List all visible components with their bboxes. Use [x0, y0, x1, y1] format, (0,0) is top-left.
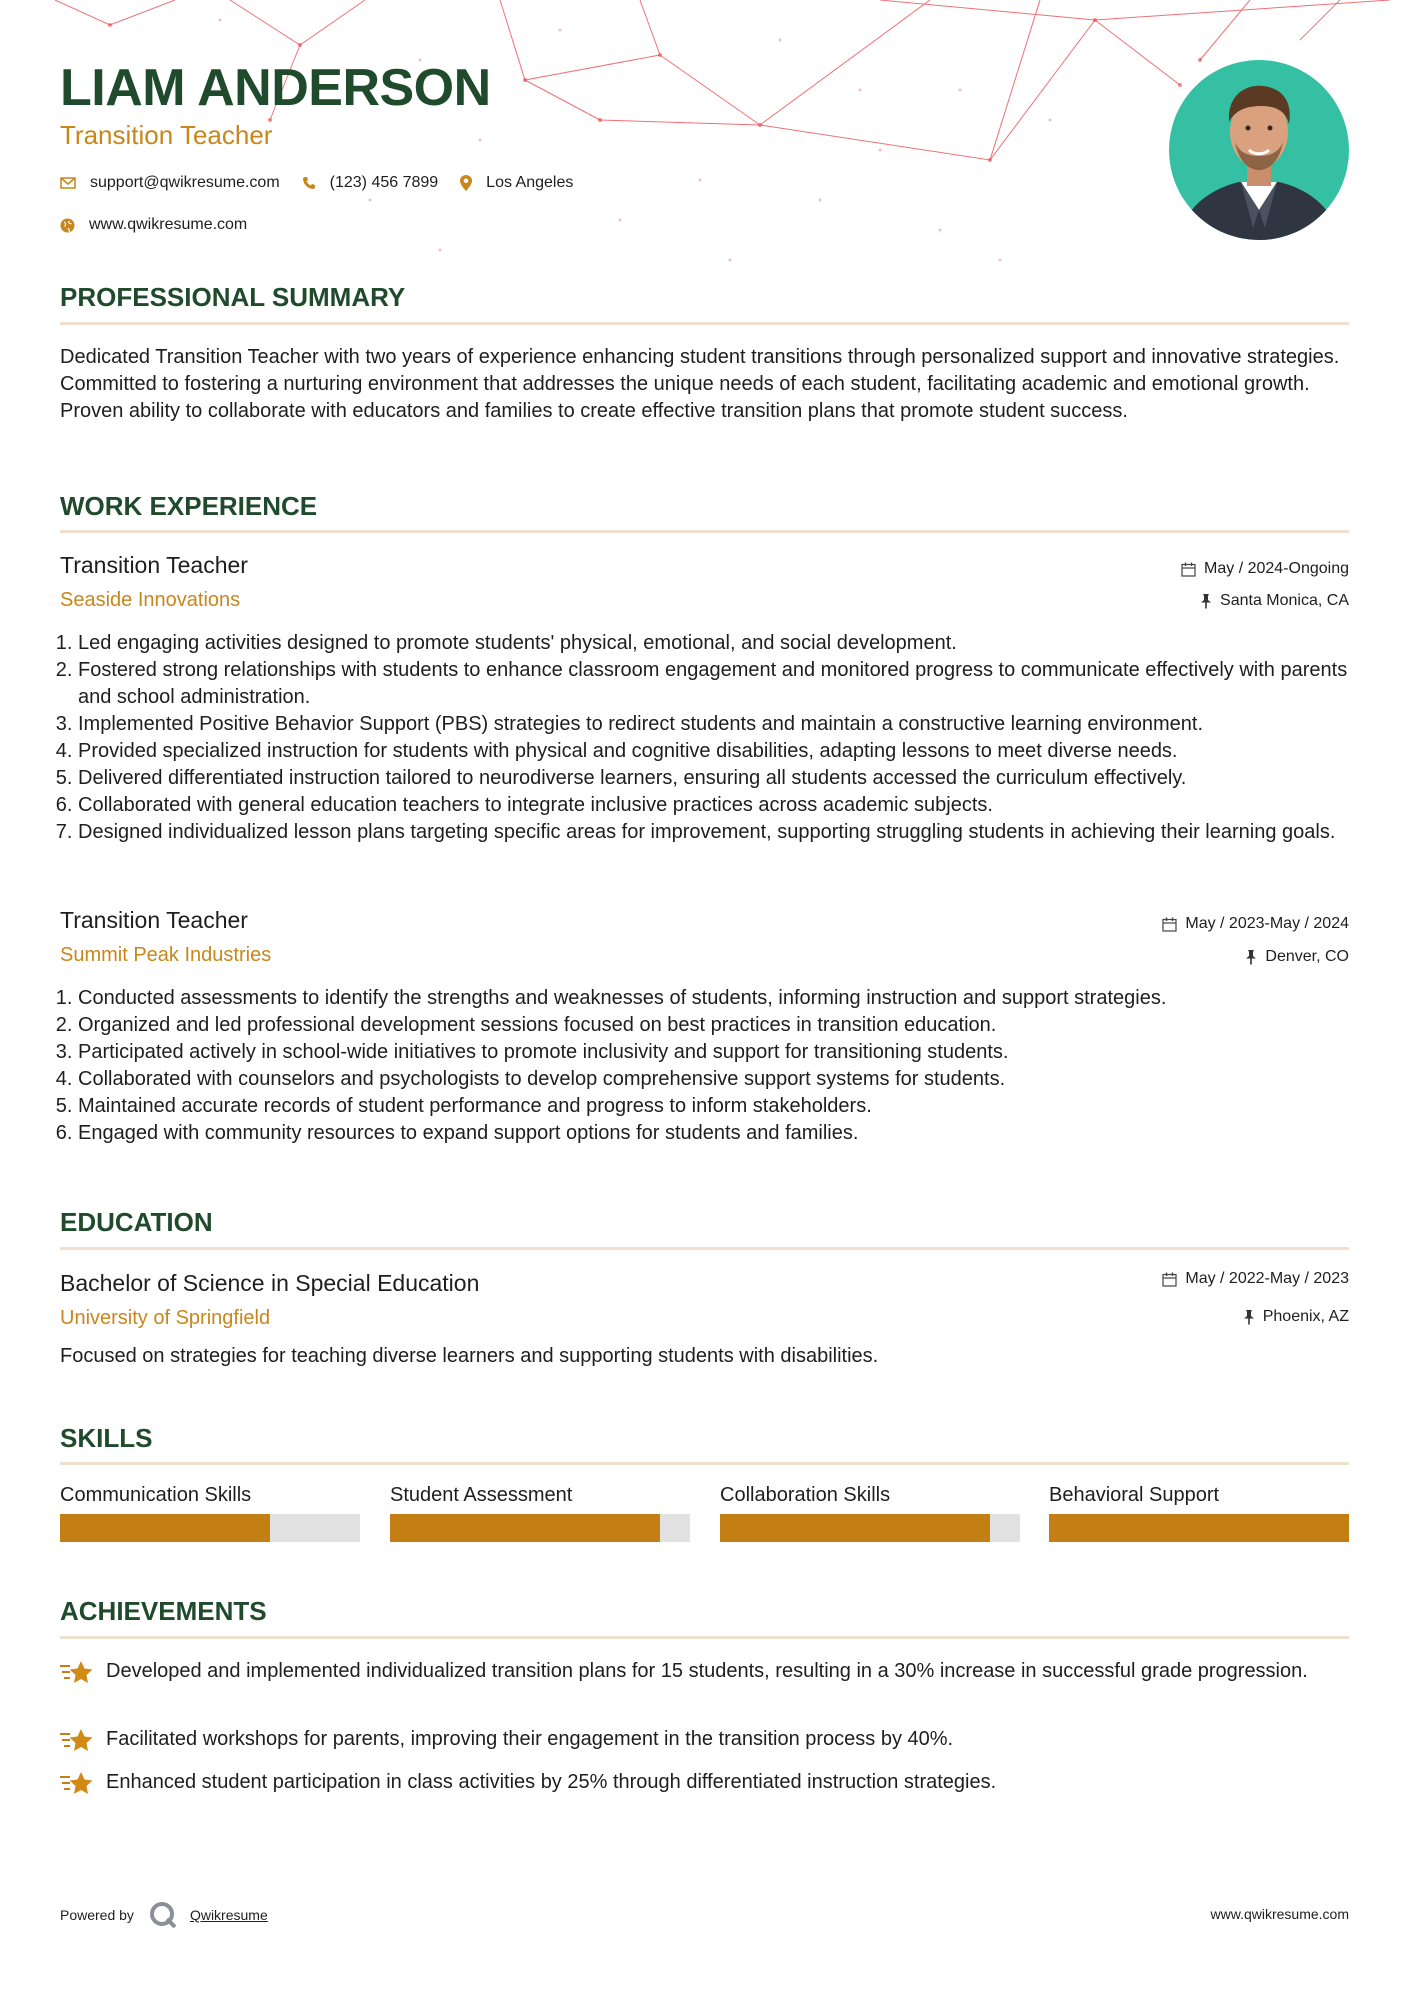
job-bullet: 4. Collaborated with counselors and psychologists to develop comprehensive support systems for students. — [78, 1066, 1367, 1093]
education-school: University of Springfield — [60, 1307, 271, 1329]
contact-phone[interactable] — [302, 174, 439, 192]
job-date-text: May / 2024-Ongoing — [1204, 560, 1349, 577]
summary-text: Dedicated Transition Teacher with two years of experience enhancing student transitions through personalized support and innovative strategies. Committed to fostering a nurturing environment that addresses the unique needs of each student, facilitating academic and emotional growth. Proven ability to collaborate with educators and families to create effective transition plans that promote student success. — [60, 346, 1340, 422]
website-text: www.qwikresume.com — [89, 216, 248, 233]
achievement-item — [60, 1769, 1349, 1799]
job-bullets — [60, 630, 1367, 846]
summary-heading: PROFESSIONAL SUMMARY — [60, 282, 406, 312]
skill-bar-fill — [60, 1514, 270, 1542]
education-degree: Bachelor of Science in Special Education — [60, 1270, 480, 1296]
skill-label: Collaboration Skills — [720, 1484, 891, 1506]
job-location-text: Santa Monica, CA — [1220, 592, 1349, 609]
job-bullet: 6. Collaborated with general education teachers to integrate inclusive practices across academic subjects. — [78, 792, 1367, 819]
job-bullet: 5. Delivered differentiated instruction tailored to neurodiverse learners, ensuring all students accessed the curriculum effectively. — [78, 765, 1367, 792]
job-bullet: 3. Participated actively in school-wide initiatives to promote inclusivity and support for transitioning students. — [78, 1039, 1367, 1066]
job-bullet: 2. Fostered strong relationships with students to enhance classroom engagement and monitored progress to communicate effectively with parents and school administration. — [78, 657, 1367, 711]
contact-row-2 — [60, 216, 269, 234]
profile-photo — [1169, 60, 1349, 240]
envelope-icon — [60, 177, 76, 189]
footer-powered-by — [60, 1900, 268, 1930]
calendar-icon — [1162, 917, 1177, 932]
skill-item — [390, 1484, 690, 1507]
skill-item — [1049, 1484, 1349, 1507]
education-heading: EDUCATION — [60, 1207, 213, 1237]
job-date — [1181, 560, 1349, 578]
job-company: Seaside Innovations — [60, 589, 241, 611]
job-location — [1245, 948, 1349, 966]
email-text: support@qwikresume.com — [90, 174, 280, 191]
skill-label: Communication Skills — [60, 1484, 252, 1506]
education-description: Focused on strategies for teaching diverse learners and supporting students with disabilities. — [60, 1345, 879, 1367]
map-pin-icon — [460, 175, 472, 191]
pushpin-icon — [1200, 593, 1212, 609]
skills-heading: SKILLS — [60, 1423, 153, 1453]
job-bullet: 2. Organized and led professional development sessions focused on best practices in transition education. — [78, 1012, 1367, 1039]
job-location-text: Denver, CO — [1265, 948, 1349, 965]
skill-bar — [720, 1514, 1020, 1542]
footer-website[interactable]: www.qwikresume.com — [1210, 1906, 1349, 1922]
education-location-text: Phoenix, AZ — [1262, 1308, 1349, 1325]
achievement-text: Developed and implemented individualized transition plans for 15 students, resulting in a 30% increase in successful grade progression. — [106, 1660, 1308, 1682]
star-achievement-icon — [60, 1726, 94, 1756]
job-title: Transition Teacher — [60, 907, 248, 933]
skill-bar-fill — [720, 1514, 990, 1542]
job-bullets — [60, 985, 1367, 1147]
skills-divider — [60, 1462, 1349, 1465]
qwikresume-link[interactable]: Qwikresume — [189, 1907, 268, 1923]
pushpin-icon — [1245, 949, 1257, 965]
achievement-text: Facilitated workshops for parents, improving their engagement in the transition process by 40%. — [106, 1728, 954, 1750]
job-bullet: 6. Engaged with community resources to expand support options for students and families. — [78, 1120, 1367, 1147]
achievement-item — [60, 1658, 1349, 1688]
phone-icon — [302, 176, 316, 190]
qwikresume-logo-icon — [148, 1900, 178, 1930]
contact-location — [460, 174, 573, 192]
location-text: Los Angeles — [486, 174, 574, 191]
job-bullet: 1. Led engaging activities designed to promote students' physical, emotional, and social development. — [78, 630, 1367, 657]
skill-bar — [390, 1514, 690, 1542]
skill-bar — [1049, 1514, 1349, 1542]
job-date-text: May / 2023-May / 2024 — [1185, 915, 1349, 932]
summary-divider — [60, 322, 1349, 325]
education-date-text: May / 2022-May / 2023 — [1185, 1270, 1349, 1287]
skill-bar-fill — [390, 1514, 660, 1542]
achievements-heading: ACHIEVEMENTS — [60, 1596, 267, 1626]
star-achievement-icon — [60, 1769, 94, 1799]
skill-item — [60, 1484, 360, 1507]
candidate-name: LIAM ANDERSON — [60, 59, 491, 117]
star-achievement-icon — [60, 1658, 94, 1688]
education-divider — [60, 1247, 1349, 1250]
phone-text: (123) 456 7899 — [329, 174, 439, 191]
education-location — [1243, 1308, 1349, 1326]
calendar-icon — [1162, 1272, 1177, 1287]
experience-divider — [60, 530, 1349, 533]
education-date — [1162, 1270, 1349, 1288]
skill-label: Student Assessment — [390, 1484, 573, 1506]
skill-label: Behavioral Support — [1049, 1484, 1220, 1506]
candidate-title: Transition Teacher — [60, 120, 273, 150]
skill-item — [720, 1484, 1020, 1507]
job-bullet: 3. Implemented Positive Behavior Support (PBS) strategies to redirect students and maintain a constructive learning environment. — [78, 711, 1367, 738]
job-bullet: 4. Provided specialized instruction for students with physical and cognitive disabilities, adapting lessons to meet diverse needs. — [78, 738, 1367, 765]
pushpin-icon — [1243, 1309, 1255, 1325]
skill-bar-fill — [1049, 1514, 1349, 1542]
job-company: Summit Peak Industries — [60, 944, 272, 966]
experience-heading: WORK EXPERIENCE — [60, 491, 318, 521]
calendar-icon — [1181, 562, 1196, 577]
contact-row-1 — [60, 174, 595, 192]
contact-website[interactable] — [60, 216, 247, 234]
achievement-item — [60, 1726, 1349, 1756]
powered-by-text: Powered by — [60, 1907, 134, 1923]
job-bullet: 7. Designed individualized lesson plans targeting specific areas for improvement, supporting struggling students in achieving their learning goals. — [78, 819, 1367, 846]
job-title: Transition Teacher — [60, 552, 248, 578]
achievement-text: Enhanced student participation in class activities by 25% through differentiated instruction strategies. — [106, 1771, 997, 1793]
job-date — [1162, 915, 1349, 933]
skill-bar — [60, 1514, 360, 1542]
contact-email[interactable] — [60, 174, 280, 192]
job-bullet: 5. Maintained accurate records of student performance and progress to inform stakeholders. — [78, 1093, 1367, 1120]
job-location — [1200, 592, 1349, 610]
achievements-divider — [60, 1636, 1349, 1639]
job-bullet: 1. Conducted assessments to identify the strengths and weaknesses of students, informing instruction and support strategies. — [78, 985, 1367, 1012]
globe-icon — [60, 218, 75, 233]
